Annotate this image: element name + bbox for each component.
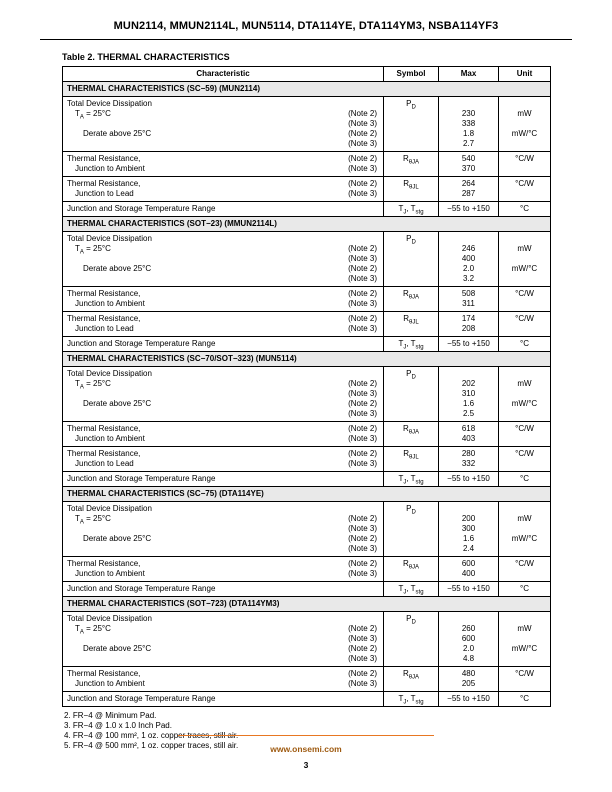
unit-label: mW/°C [511, 644, 538, 653]
unit-label: mW/°C [511, 264, 538, 273]
note-ref: (Note 3) [348, 274, 377, 283]
max-value: 540 [461, 154, 476, 163]
max-value: 508 [461, 289, 476, 298]
max-value: 1.6 [462, 534, 475, 543]
cell-max [439, 177, 499, 202]
col-header-max: Max [439, 67, 499, 82]
unit-label: °C/W [515, 424, 534, 433]
cell-max [439, 557, 499, 582]
note-ref: (Note 3) [348, 139, 377, 148]
row-thermal-resistance-jl [63, 447, 551, 472]
cell-symbol [384, 287, 439, 312]
cell-characteristic [63, 367, 384, 422]
col-header-characteristic: Characteristic [63, 67, 384, 82]
unit-label: mW [517, 109, 532, 118]
row-thermal-resistance-ja [63, 667, 551, 692]
cell-characteristic [63, 232, 384, 287]
unit-label: mW [517, 624, 532, 633]
cell-unit [499, 502, 551, 557]
derate-label: Derate above 25°C [83, 399, 152, 408]
section-title-row [63, 352, 551, 367]
max-value: 3.2 [462, 274, 475, 283]
note-ref: (Note 3) [348, 544, 377, 553]
max-value: 618 [461, 424, 476, 433]
cell-unit [499, 232, 551, 287]
row-label: Thermal Resistance, [67, 179, 141, 188]
cell-symbol [384, 367, 439, 422]
cell-max [439, 312, 499, 337]
cell-characteristic [63, 97, 384, 152]
max-value: 2.4 [462, 544, 475, 553]
symbol-rtheta-ja: $R_{\theta JA}$ [402, 154, 420, 166]
note-ref: (Note 2) [348, 514, 377, 523]
section-title-row [63, 82, 551, 97]
cell-symbol [384, 422, 439, 447]
max-value: 264 [461, 179, 476, 188]
section-sot23-mmun2114l [63, 217, 551, 352]
cell-characteristic [63, 612, 384, 667]
cell-symbol [384, 557, 439, 582]
cell-symbol [384, 472, 439, 487]
max-value: 403 [461, 434, 476, 443]
cell-max [439, 422, 499, 447]
unit-label: °C/W [515, 179, 534, 188]
unit-label: °C/W [515, 449, 534, 458]
cell-max [439, 582, 499, 597]
cell-unit [499, 667, 551, 692]
cell-characteristic: Thermal Resistance, (Note 2) Junction to Lead (Note 3) [63, 447, 384, 472]
note-ref: (Note 3) [348, 459, 377, 468]
symbol-rtheta-ja: $R_{\theta JA}$ [402, 559, 420, 571]
max-value: 400 [461, 569, 476, 578]
unit-label: °C [520, 584, 529, 593]
row-label: Junction and Storage Temperature Range [67, 474, 216, 483]
cell-symbol [384, 312, 439, 337]
cell-max [439, 337, 499, 352]
note-ref: (Note 3) [348, 254, 377, 263]
row-label: Junction and Storage Temperature Range [67, 584, 216, 593]
max-value: 338 [461, 119, 476, 128]
symbol-rtheta-ja: $R_{\theta JA}$ [402, 669, 420, 681]
note-ref: (Note 2) [348, 534, 377, 543]
max-value: 280 [461, 449, 476, 458]
cell-characteristic [63, 692, 384, 707]
row-junction-storage-temp [63, 337, 551, 352]
max-value: 600 [461, 559, 476, 568]
symbol-tj-tstg: $T_J$, $T_{stg}$ [398, 694, 424, 706]
header-divider [40, 39, 572, 40]
note-ref: (Note 3) [348, 189, 377, 198]
row-label: Junction and Storage Temperature Range [67, 204, 216, 213]
row-label: Thermal Resistance, [67, 154, 141, 163]
symbol-pd: $P_D$ [406, 99, 416, 111]
note-ref: (Note 2) [348, 624, 377, 633]
row-thermal-resistance-ja [63, 287, 551, 312]
symbol-pd: $P_D$ [406, 369, 416, 381]
cell-symbol [384, 97, 439, 152]
max-value: 1.6 [462, 399, 475, 408]
row-total-device-dissipation [63, 502, 551, 557]
cell-symbol [384, 692, 439, 707]
condition-ta-25c: $T_A = 25^\circ C$ [75, 244, 111, 256]
note-ref: (Note 3) [348, 634, 377, 643]
note-ref: (Note 3) [348, 324, 377, 333]
max-value: 600 [461, 634, 476, 643]
cell-characteristic: Thermal Resistance, (Note 2) Junction to Ambient (Note 3) [63, 667, 384, 692]
unit-label: °C [520, 339, 529, 348]
cell-max [439, 667, 499, 692]
section-title: THERMAL CHARACTERISTICS (SC−59) (MUN2114) [63, 82, 551, 97]
max-value: 202 [461, 379, 476, 388]
unit-label: mW/°C [511, 534, 538, 543]
max-value: 2.5 [462, 409, 475, 418]
condition-ta-25c: $T_A = 25^\circ C$ [75, 109, 111, 121]
cell-characteristic [63, 502, 384, 557]
cell-max [439, 152, 499, 177]
note-ref: (Note 2) [348, 264, 377, 273]
max-value: −55 to +150 [447, 204, 490, 213]
unit-label: mW/°C [511, 399, 538, 408]
note-ref: (Note 3) [348, 119, 377, 128]
max-value: 2.0 [462, 264, 475, 273]
section-sc75-dta114ye [63, 487, 551, 597]
row-label: Total Device Dissipation [67, 504, 152, 513]
row-label: Thermal Resistance, [67, 314, 141, 323]
cell-symbol [384, 202, 439, 217]
cell-symbol [384, 447, 439, 472]
row-total-device-dissipation [63, 97, 551, 152]
max-value: 246 [461, 244, 476, 253]
symbol-rtheta-jl: $R_{\theta JL}$ [403, 314, 419, 326]
max-value: 205 [461, 679, 476, 688]
footnote-4: 4. FR−4 @ 100 mm², 1 oz. copper traces, still air. [64, 731, 239, 740]
max-value: 1.8 [462, 129, 475, 138]
section-title: THERMAL CHARACTERISTICS (SC−70/SOT−323) (MUN5114) [63, 352, 551, 367]
note-ref: (Note 2) [348, 154, 377, 163]
cell-unit [499, 582, 551, 597]
symbol-rtheta-jl: $R_{\theta JL}$ [403, 179, 419, 191]
cell-characteristic: Thermal Resistance, (Note 2) Junction to Ambient (Note 3) [63, 422, 384, 447]
row-total-device-dissipation [63, 232, 551, 287]
cell-characteristic [63, 337, 384, 352]
cell-unit [499, 692, 551, 707]
footer-divider [178, 735, 434, 736]
note-ref: (Note 2) [348, 179, 377, 188]
max-value: 208 [461, 324, 476, 333]
max-value: 2.0 [462, 644, 475, 653]
cell-unit [499, 447, 551, 472]
cell-characteristic [63, 582, 384, 597]
note-ref: (Note 2) [348, 289, 377, 298]
note-ref: (Note 2) [348, 244, 377, 253]
footnote-3: 3. FR−4 @ 1.0 x 1.0 Inch Pad. [64, 721, 172, 730]
row-total-device-dissipation [63, 612, 551, 667]
cell-max [439, 472, 499, 487]
cell-characteristic: Thermal Resistance, (Note 2) Junction to Lead (Note 3) [63, 177, 384, 202]
max-value: 332 [461, 459, 476, 468]
max-value: 174 [461, 314, 476, 323]
row-label: Total Device Dissipation [67, 99, 152, 108]
derate-label: Derate above 25°C [83, 129, 152, 138]
column-header-row [63, 67, 551, 82]
cell-max [439, 502, 499, 557]
condition-ta-25c: $T_A = 25^\circ C$ [75, 514, 111, 526]
note-ref: (Note 3) [348, 569, 377, 578]
unit-label: °C/W [515, 154, 534, 163]
cell-symbol [384, 612, 439, 667]
unit-label: mW/°C [511, 129, 538, 138]
section-title: THERMAL CHARACTERISTICS (SOT−23) (MMUN2114L) [63, 217, 551, 232]
symbol-tj-tstg: $T_J$, $T_{stg}$ [398, 474, 424, 486]
note-ref: (Note 2) [348, 644, 377, 653]
note-ref: (Note 3) [348, 389, 377, 398]
row-label: Thermal Resistance, [67, 559, 141, 568]
cell-unit [499, 612, 551, 667]
max-value: −55 to +150 [447, 339, 490, 348]
row-thermal-resistance-jl [63, 312, 551, 337]
cell-symbol [384, 582, 439, 597]
cell-symbol [384, 502, 439, 557]
symbol-tj-tstg: $T_J$, $T_{stg}$ [398, 204, 424, 216]
max-value: 370 [461, 164, 476, 173]
symbol-pd: $P_D$ [406, 504, 416, 516]
cell-unit [499, 177, 551, 202]
row-thermal-resistance-ja [63, 152, 551, 177]
cell-max [439, 692, 499, 707]
unit-label: mW [517, 379, 532, 388]
section-title-row [63, 597, 551, 612]
cell-unit [499, 97, 551, 152]
row-label: Total Device Dissipation [67, 369, 152, 378]
max-value: −55 to +150 [447, 584, 490, 593]
note-ref: (Note 2) [348, 109, 377, 118]
cell-max [439, 97, 499, 152]
cell-max [439, 202, 499, 217]
cell-characteristic [63, 472, 384, 487]
cell-characteristic: Thermal Resistance, (Note 2) Junction to Ambient (Note 3) [63, 557, 384, 582]
section-sc59-mun2114 [63, 82, 551, 217]
cell-unit [499, 367, 551, 422]
row-total-device-dissipation [63, 367, 551, 422]
row-label: Junction and Storage Temperature Range [67, 694, 216, 703]
cell-unit [499, 287, 551, 312]
note-ref: (Note 2) [348, 379, 377, 388]
section-title: THERMAL CHARACTERISTICS (SC−75) (DTA114YE) [63, 487, 551, 502]
cell-characteristic: Thermal Resistance, (Note 2) Junction to Ambient (Note 3) [63, 287, 384, 312]
section-title: THERMAL CHARACTERISTICS (SOT−723) (DTA114YM3) [63, 597, 551, 612]
cell-symbol [384, 152, 439, 177]
cell-unit [499, 472, 551, 487]
page-title: MUN2114, MMUN2114L, MUN5114, DTA114YE, DTA114YM3, NSBA114YF3 [113, 20, 499, 32]
footnote-2: 2. FR−4 @ Minimum Pad. [64, 711, 157, 720]
note-ref: (Note 3) [348, 409, 377, 418]
onsemi-link[interactable]: www.onsemi.com [270, 744, 342, 754]
row-label: Thermal Resistance, [67, 449, 141, 458]
note-ref: (Note 2) [348, 129, 377, 138]
unit-label: °C/W [515, 314, 534, 323]
note-ref: (Note 2) [348, 559, 377, 568]
note-ref: (Note 3) [348, 299, 377, 308]
note-ref: (Note 3) [348, 164, 377, 173]
cell-symbol [384, 667, 439, 692]
cell-unit [499, 557, 551, 582]
unit-label: °C [520, 694, 529, 703]
cell-symbol [384, 337, 439, 352]
cell-max [439, 232, 499, 287]
unit-label: °C/W [515, 559, 534, 568]
row-junction-storage-temp [63, 582, 551, 597]
symbol-pd: $P_D$ [406, 234, 416, 246]
unit-label: °C [520, 204, 529, 213]
max-value: −55 to +150 [447, 694, 490, 703]
note-ref: (Note 3) [348, 679, 377, 688]
section-sc70-mun5114 [63, 352, 551, 487]
row-junction-storage-temp [63, 202, 551, 217]
max-value: 310 [461, 389, 476, 398]
cell-unit [499, 202, 551, 217]
cell-unit [499, 337, 551, 352]
max-value: −55 to +150 [447, 474, 490, 483]
max-value: 480 [461, 669, 476, 678]
condition-ta-25c: $T_A = 25^\circ C$ [75, 624, 111, 636]
symbol-rtheta-jl: $R_{\theta JL}$ [403, 449, 419, 461]
row-junction-storage-temp [63, 692, 551, 707]
unit-label: °C/W [515, 289, 534, 298]
max-value: 2.7 [462, 139, 475, 148]
cell-characteristic [63, 202, 384, 217]
cell-characteristic: Thermal Resistance, (Note 2) Junction to Ambient (Note 3) [63, 152, 384, 177]
max-value: 300 [461, 524, 476, 533]
footnote-5: 5. FR−4 @ 500 mm², 1 oz. copper traces, still air. [64, 741, 239, 750]
max-value: 287 [461, 189, 476, 198]
row-thermal-resistance-ja [63, 422, 551, 447]
symbol-tj-tstg: $T_J$, $T_{stg}$ [398, 339, 424, 351]
note-ref: (Note 2) [348, 424, 377, 433]
max-value: 4.8 [462, 654, 475, 663]
note-ref: (Note 2) [348, 314, 377, 323]
derate-label: Derate above 25°C [83, 644, 152, 653]
max-value: 230 [461, 109, 476, 118]
symbol-rtheta-ja: $R_{\theta JA}$ [402, 424, 420, 436]
max-value: 400 [461, 254, 476, 263]
note-ref: (Note 2) [348, 399, 377, 408]
cell-symbol [384, 177, 439, 202]
condition-ta-25c: $T_A = 25^\circ C$ [75, 379, 111, 391]
cell-max [439, 447, 499, 472]
max-value: 260 [461, 624, 476, 633]
section-sot723-dta114ym3 [63, 597, 551, 707]
section-title-row [63, 487, 551, 502]
row-label: Total Device Dissipation [67, 614, 152, 623]
note-ref: (Note 2) [348, 669, 377, 678]
cell-unit [499, 312, 551, 337]
thermal-characteristics-table [62, 66, 551, 707]
table-caption: Table 2. THERMAL CHARACTERISTICS [62, 52, 230, 62]
note-ref: (Note 3) [348, 434, 377, 443]
note-ref: (Note 3) [348, 654, 377, 663]
unit-label: °C/W [515, 669, 534, 678]
cell-max [439, 612, 499, 667]
row-label: Total Device Dissipation [67, 234, 152, 243]
cell-max [439, 287, 499, 312]
derate-label: Derate above 25°C [83, 264, 152, 273]
note-ref: (Note 3) [348, 524, 377, 533]
section-title-row [63, 217, 551, 232]
unit-label: mW [517, 514, 532, 523]
cell-characteristic: Thermal Resistance, (Note 2) Junction to Lead (Note 3) [63, 312, 384, 337]
max-value: 200 [461, 514, 476, 523]
symbol-pd: $P_D$ [406, 614, 416, 626]
max-value: 311 [462, 299, 475, 308]
cell-unit [499, 422, 551, 447]
row-label: Junction and Storage Temperature Range [67, 339, 216, 348]
note-ref: (Note 2) [348, 449, 377, 458]
row-junction-storage-temp [63, 472, 551, 487]
unit-label: mW [517, 244, 532, 253]
cell-symbol [384, 232, 439, 287]
col-header-unit: Unit [499, 67, 551, 82]
symbol-tj-tstg: $T_J$, $T_{stg}$ [398, 584, 424, 596]
unit-label: °C [520, 474, 529, 483]
page-number: 3 [303, 760, 309, 770]
row-label: Thermal Resistance, [67, 669, 141, 678]
derate-label: Derate above 25°C [83, 534, 152, 543]
cell-unit [499, 152, 551, 177]
page-footer [0, 735, 612, 770]
cell-max [439, 367, 499, 422]
row-label: Thermal Resistance, [67, 424, 141, 433]
col-header-symbol: Symbol [384, 67, 439, 82]
row-thermal-resistance-jl [63, 177, 551, 202]
row-thermal-resistance-ja [63, 557, 551, 582]
symbol-rtheta-ja: $R_{\theta JA}$ [402, 289, 420, 301]
row-label: Thermal Resistance, [67, 289, 141, 298]
